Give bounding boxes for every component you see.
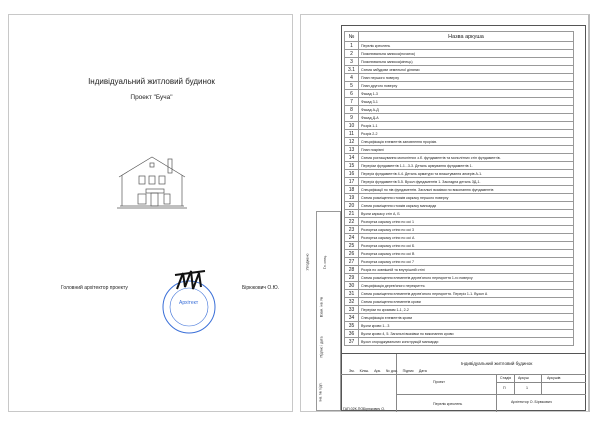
- table-row: [345, 162, 574, 170]
- row-name: Розгортка каркасу стіни по осі Б: [359, 242, 574, 250]
- table-row: [345, 90, 574, 98]
- table-row: [345, 178, 574, 186]
- doc-code: ГАП.02К.ПО.: [343, 407, 365, 411]
- official-stamp-and-signature: [157, 267, 221, 337]
- side-label: Взам. інв. №: [319, 296, 324, 318]
- row-name: Схема розміщення елементів дерев'яного перекриття 1-го поверху: [359, 274, 574, 282]
- table-row: [345, 306, 574, 314]
- row-num: 5: [345, 82, 359, 90]
- side-label: Інв. № підп.: [318, 382, 323, 402]
- row-num: 31: [345, 290, 359, 298]
- row-num: 20: [345, 202, 359, 210]
- row-num: 10: [345, 122, 359, 130]
- side-label: Підпис і дата: [319, 336, 324, 358]
- table-row: [345, 314, 574, 322]
- row-num: 2: [345, 50, 359, 58]
- row-name: Специфікація елементів заповнення прорізів.: [359, 138, 574, 146]
- row-num: 25: [345, 242, 359, 250]
- table-row: [345, 114, 574, 122]
- row-name: Специфікації по пів фундаментів. Загальні вказівки по виконанню фундаментів: [359, 186, 574, 194]
- table-row: [345, 74, 574, 82]
- table-row: [345, 274, 574, 282]
- row-name: Розріз по зовнішній та внутрішній стіні: [359, 266, 574, 274]
- row-num: 34: [345, 314, 359, 322]
- row-name: Перерізи по кроквам 1-1, 2-2: [359, 306, 574, 314]
- stage-value: П: [503, 386, 506, 390]
- row-name: Схема розташування монолітних з.б. фундаментів та монолітних стін фундаментів.: [359, 154, 574, 162]
- architect-name: Бірюкович О.Ю.: [242, 285, 280, 291]
- drawing-list-table: [344, 31, 574, 346]
- row-num: 37: [345, 338, 359, 346]
- table-row: [345, 130, 574, 138]
- house-elevation-drawing: [117, 155, 187, 215]
- row-name: Вузол огороджувальних конструкцій мансарди: [359, 338, 574, 346]
- table-row: [345, 138, 574, 146]
- row-name: Розгортка каркасу стіни по осі 1: [359, 218, 574, 226]
- row-name: Переріз фундаментів 4-4. Деталь арматури та влаштування анкерів А-1.: [359, 170, 574, 178]
- cover-page: [8, 14, 293, 412]
- row-name: Специфікація дерев'яного перекриття.: [359, 282, 574, 290]
- sheet-col: Аркуш: [518, 376, 529, 380]
- title-block-col-head: Кільк.: [359, 369, 370, 373]
- table-row: [345, 266, 574, 274]
- col-header-name: Назва аркуша: [359, 32, 574, 42]
- row-num: 4: [345, 74, 359, 82]
- sheet-title: Перелік креслень: [433, 402, 463, 406]
- row-num: 30: [345, 282, 359, 290]
- drawing-list-sheet: [300, 14, 590, 412]
- row-num: 33: [345, 306, 359, 314]
- row-num: 21: [345, 210, 359, 218]
- row-name: Розріз 2-2: [359, 130, 574, 138]
- row-name: Переріз фундаментів 5-5. Вузол фундаментів 1. Закладна деталь ЗД-1.: [359, 178, 574, 186]
- row-num: 32: [345, 298, 359, 306]
- table-row: [345, 322, 574, 330]
- cover-subtitle: Проект "Буча": [130, 94, 173, 101]
- row-name: План першого поверху: [359, 74, 574, 82]
- table-row: [345, 106, 574, 114]
- stage-label: Проект: [433, 380, 445, 384]
- row-name: Схема розміщення стояків каркасу мансарди: [359, 202, 574, 210]
- row-num: 15: [345, 162, 359, 170]
- row-name: Пояснювальна записка(початок): [359, 50, 574, 58]
- table-row: [345, 122, 574, 130]
- row-num: 3.1: [345, 66, 359, 74]
- sheet-value: 1: [526, 386, 528, 390]
- row-name: План покрівлі: [359, 146, 574, 154]
- row-num: 11: [345, 130, 359, 138]
- row-num: 19: [345, 194, 359, 202]
- row-name: Розгортка каркасу стіни по осі 3: [359, 226, 574, 234]
- table-row: [345, 202, 574, 210]
- title-block-col-head: Арк.: [374, 369, 382, 373]
- stage-col: Стадія: [500, 376, 512, 380]
- row-name: План другого поверху: [359, 82, 574, 90]
- row-name: Розгортка каркасу стіни по осі 7: [359, 258, 574, 266]
- title-block-col-head: Підпис: [402, 369, 414, 373]
- row-num: 36: [345, 330, 359, 338]
- svg-text:Архітект: Архітект: [179, 300, 199, 306]
- column-heads: [349, 369, 432, 373]
- row-num: 8: [345, 106, 359, 114]
- row-name: Вузли крови 4, 5. Загальні вказівки по виконанню крови: [359, 330, 574, 338]
- row-name: Розгортка каркасу стіни по осі В: [359, 250, 574, 258]
- object-name: Індивідуальний житловий будинок: [461, 361, 533, 366]
- row-num: 3: [345, 58, 359, 66]
- title-block-col-head: Дата: [418, 369, 427, 373]
- table-row: [345, 58, 574, 66]
- row-num: 17: [345, 178, 359, 186]
- row-name: Розгортка каркасу стіни по осі А: [359, 234, 574, 242]
- row-num: 24: [345, 234, 359, 242]
- row-name: Розріз 1-1: [359, 122, 574, 130]
- row-name: Специфікація елементів крови: [359, 314, 574, 322]
- row-num: 18: [345, 186, 359, 194]
- table-row: [345, 298, 574, 306]
- title-block-col-head: № док.: [386, 369, 398, 373]
- row-num: 23: [345, 226, 359, 234]
- table-row: [345, 290, 574, 298]
- side-label: Узгоджено: [305, 253, 310, 271]
- row-num: 28: [345, 266, 359, 274]
- table-row: [345, 234, 574, 242]
- table-row: [345, 338, 574, 346]
- table-row: [345, 66, 574, 74]
- table-row: [345, 82, 574, 90]
- table-row: [345, 242, 574, 250]
- row-name: Фасад 1-3: [359, 90, 574, 98]
- row-num: 35: [345, 322, 359, 330]
- table-row: [345, 170, 574, 178]
- table-row: [345, 154, 574, 162]
- side-label: Гл. спец.: [323, 254, 328, 270]
- row-num: 13: [345, 146, 359, 154]
- row-name: Схема розміщення стояків каркасу першого поверху: [359, 194, 574, 202]
- table-row: [345, 50, 574, 58]
- cover-title: Індивідуальний житловий будинок: [88, 77, 215, 86]
- title-block: [341, 353, 586, 411]
- table-row: [345, 218, 574, 226]
- row-name: Схема розміщення елементів крови: [359, 298, 574, 306]
- developer-name: Бірюкович О.: [363, 407, 386, 411]
- row-num: 27: [345, 258, 359, 266]
- row-name: Схема розміщення елементів дерев'яного перекриття. Переріз 1-1. Вузол А: [359, 290, 574, 298]
- row-num: 1: [345, 42, 359, 50]
- row-name: Вузли каркасу стін А, Б: [359, 210, 574, 218]
- row-name: Перелік креслень: [359, 42, 574, 50]
- row-name: Фасад 3-1: [359, 98, 574, 106]
- table-row: [345, 258, 574, 266]
- title-block-col-head: Зм.: [349, 369, 355, 373]
- col-header-num: №: [345, 32, 359, 42]
- row-name: Вузли крови 1...3: [359, 322, 574, 330]
- architect-label: Головний архітектор проекту: [61, 285, 128, 291]
- row-num: 9: [345, 114, 359, 122]
- table-row: [345, 194, 574, 202]
- table-row: [345, 98, 574, 106]
- row-num: 26: [345, 250, 359, 258]
- table-row: [345, 146, 574, 154]
- row-num: 12: [345, 138, 359, 146]
- row-name: Фасад А-Д: [359, 106, 574, 114]
- row-name: Схема забудови земельної ділянки: [359, 66, 574, 74]
- row-num: 7: [345, 98, 359, 106]
- author: Архітектор О. Бірюкович: [511, 400, 552, 404]
- row-name: Пояснювальна записка(кінець): [359, 58, 574, 66]
- row-num: 29: [345, 274, 359, 282]
- row-num: 22: [345, 218, 359, 226]
- row-num: 16: [345, 170, 359, 178]
- row-name: Фасад Д-А: [359, 114, 574, 122]
- table-row: [345, 42, 574, 50]
- table-row: [345, 250, 574, 258]
- table-row: [345, 186, 574, 194]
- table-row: [345, 330, 574, 338]
- table-row: [345, 210, 574, 218]
- table-row: [345, 282, 574, 290]
- row-name: Перерізи фундаментів 1-1...3-3. Деталь армування фундаментів 1.: [359, 162, 574, 170]
- sheets-col: Аркушів: [547, 376, 561, 380]
- row-num: 6: [345, 90, 359, 98]
- row-num: 14: [345, 154, 359, 162]
- table-row: [345, 226, 574, 234]
